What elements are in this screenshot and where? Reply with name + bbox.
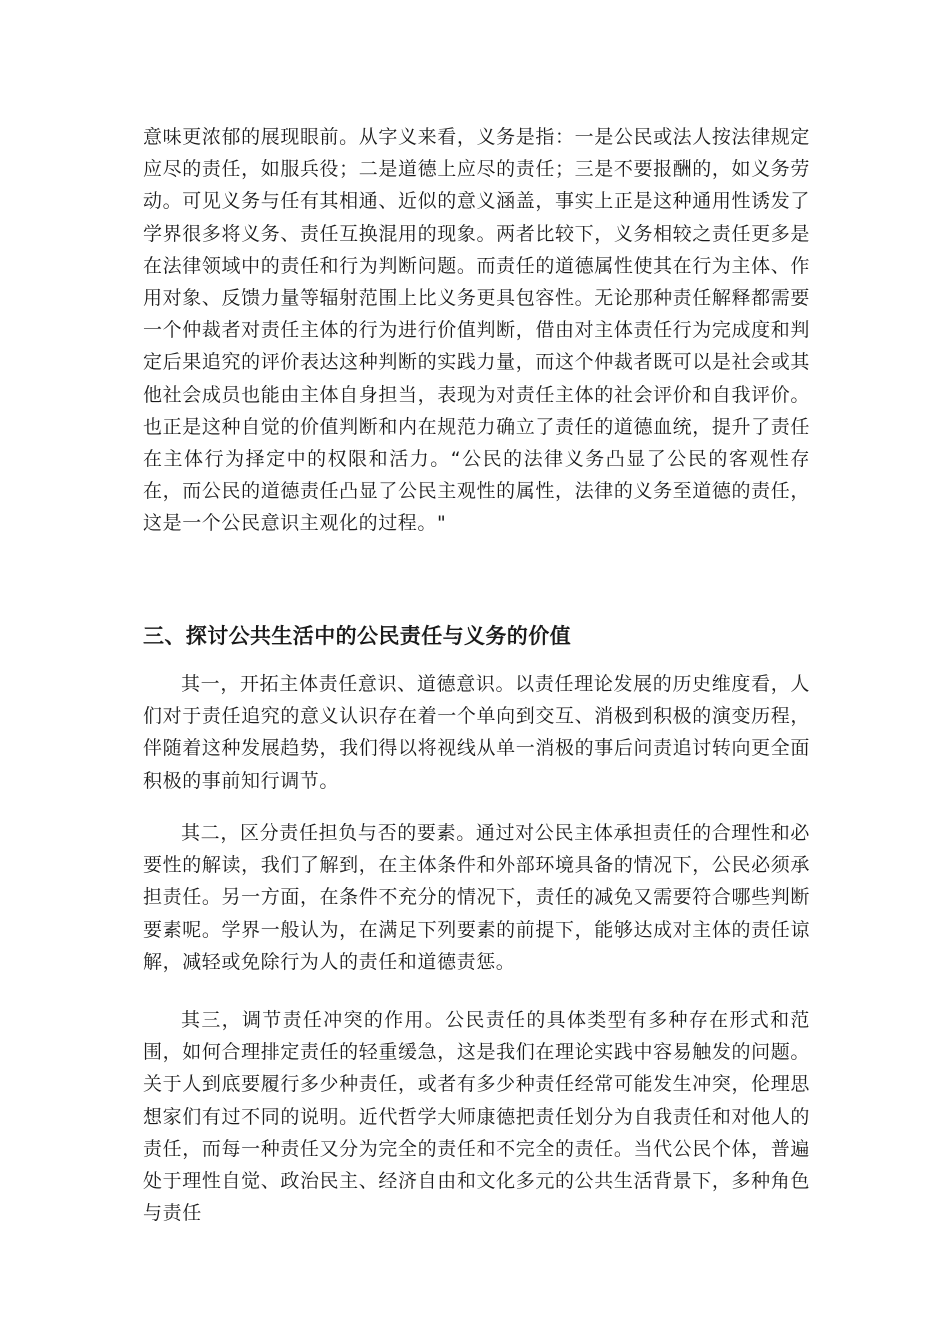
paragraph-point-two: 其二，区分责任担负与否的要素。通过对公民主体承担责任的合理性和必要性的解读，我们了解到，在主体条件和外部环境具备的情况下，公民必须承担责任。另一方面，在条件不充分的情况下，责任的减免又需要符合哪些判断要素呢。学界一般认为，在满足下列要素的前提下，能够达成对主体的责任谅解，减轻或免除行为人的责任和道德责惩。 xyxy=(143,822,810,973)
paragraph-point-one: 其一，开拓主体责任意识、道德意识。以责任理论发展的历史维度看，人们对于责任追究的意义认识存在着一个单向到交互、消极到积极的演变历程，伴随着这种发展趋势，我们得以将视线从单一消极的事后问责追讨转向更全面积极的事前知行调节。 xyxy=(143,673,810,792)
section-heading: 三、探讨公共生活中的公民责任与义务的价值 xyxy=(143,624,571,648)
paragraph-point-three: 其三，调节责任冲突的作用。公民责任的具体类型有多种存在形式和范围，如何合理排定责任的轻重缓急，这是我们在理论实践中容易触发的问题。关于人到底要履行多少种责任，或者有多少种责任经常可能发生冲突，伦理思想家们有过不同的说明。近代哲学大师康德把责任划分为自我责任和对他人的责任，而每一种责任又分为完全的责任和不完全的责任。当代公民个体，普遍处于理性自觉、政治民主、经济自由和文化多元的公共生活背景下，多种角色与责任 xyxy=(143,1009,810,1225)
paragraph-duty-vs-responsibility: 意味更浓郁的展现眼前。从字义来看，义务是指：一是公民或法人按法律规定应尽的责任，如服兵役；二是道德上应尽的责任；三是不要报酬的，如义务劳动。可见义务与任有其相通、近似的意义涵盖，事实上正是这种通用性诱发了学界很多将义务、责任互换混用的现象。两者比较下，义务相较之责任更多是在法律领域中的责任和行为判断问题。而责任的道德属性使其在行为主体、作用对象、反馈力量等辐射范围上比义务更具包容性。无论那种责任解释都需要一个仲裁者对责任主体的行为进行价值判断，借由对主体责任行为完成度和判定后果追究的评价表达这种判断的实践力量，而这个仲裁者既可以是社会或其他社会成员也能由主体自身担当，表现为对责任主体的社会评价和自我评价。也正是这种自觉的价值判断和内在规范力确立了责任的道德血统，提升了责任在主体行为择定中的权限和活力。“公民的法律义务凸显了公民的客观性存在，而公民的道德责任凸显了公民主观性的属性，法律的义务至道德的责任，这是一个公民意识主观化的过程。" xyxy=(143,126,810,535)
